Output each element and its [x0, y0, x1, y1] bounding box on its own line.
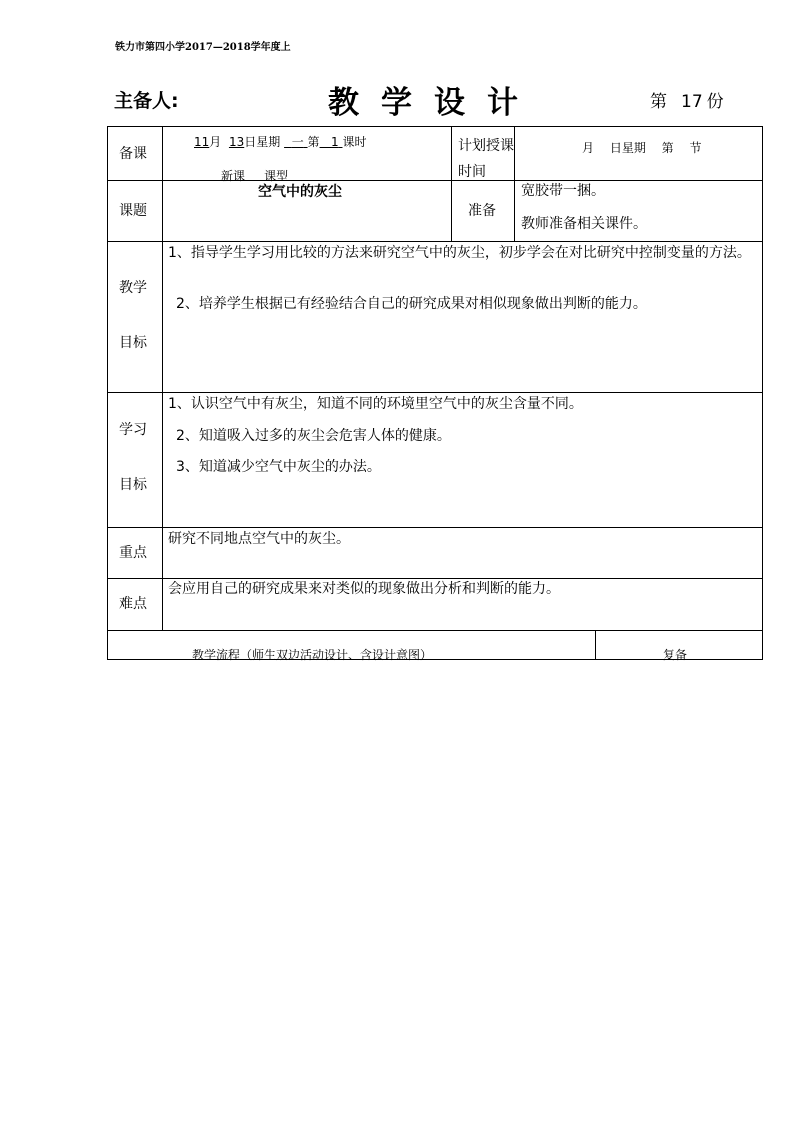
teaching-goal-2: 2、培养学生根据已有经验结合自己的研究成果对相似现象做出判断的能力。	[176, 296, 647, 312]
key-point-label: 重点	[119, 545, 147, 561]
plan-time-value: 月 日星期 第 节	[582, 141, 702, 155]
prep-lesson-type-value[interactable]: 新课	[221, 169, 246, 183]
prep-day[interactable]: 13	[228, 135, 245, 149]
prep-day-unit: 日星期	[244, 135, 281, 149]
topic-label: 课题	[119, 203, 147, 219]
review-header: 复备	[663, 648, 688, 662]
materials-label: 准备	[468, 203, 496, 219]
prep-month[interactable]: 11	[194, 135, 210, 149]
learning-goal-2: 2、知道吸入过多的灰尘会危害人体的健康。	[176, 428, 451, 444]
school-header: 铁力市第四小学2017—2018学年度上	[115, 42, 291, 53]
copy-prefix: 第	[650, 92, 667, 112]
prep-label: 备课	[119, 146, 147, 162]
difficulty-value: 会应用自己的研究成果来对类似的现象做出分析和判断的能力。	[168, 581, 560, 597]
difficulty-label: 难点	[119, 596, 147, 612]
prep-weekday[interactable]: 一	[291, 135, 304, 149]
copy-value: 17	[681, 92, 703, 112]
teaching-goals-label-top: 教学	[119, 280, 147, 296]
teaching-flow-header: 教学流程（师生双边活动设计、含设计意图）	[192, 648, 433, 662]
materials-item-1: 宽胶带一捆。	[521, 183, 605, 199]
learning-goals-label-top: 学习	[119, 422, 147, 438]
topic-value[interactable]: 空气中的灰尘	[258, 184, 342, 200]
lesson-plan-table	[107, 126, 763, 660]
document-title: 教学设计	[328, 85, 540, 121]
learning-goal-3: 3、知道减少空气中灰尘的办法。	[176, 459, 381, 475]
teaching-goal-1: 1、指导学生学习用比较的方法来研究空气中的灰尘，初步学会在对比研究中控制变量的方法。	[168, 245, 751, 261]
prep-date	[194, 133, 367, 151]
plan-time-label: 计划授课时间	[458, 138, 514, 179]
teaching-goals-label-bottom: 目标	[119, 335, 147, 351]
learning-goal-1: 1、认识空气中有灰尘，知道不同的环境里空气中的灰尘含量不同。	[168, 396, 583, 412]
lead-preparer-label: 主备人:	[114, 90, 179, 112]
prep-month-unit: 月	[209, 135, 222, 149]
copy-number	[650, 87, 724, 112]
prep-lesson-type-label: 课型	[264, 169, 289, 183]
prep-period-prefix: 第	[307, 135, 320, 149]
prep-period[interactable]: 1	[331, 135, 339, 149]
prep-period-unit: 课时	[342, 135, 367, 149]
copy-suffix: 份	[706, 92, 724, 112]
learning-goals-label-bottom: 目标	[119, 477, 147, 493]
key-point-value: 研究不同地点空气中的灰尘。	[168, 531, 350, 547]
materials-item-2: 教师准备相关课件。	[521, 216, 647, 232]
